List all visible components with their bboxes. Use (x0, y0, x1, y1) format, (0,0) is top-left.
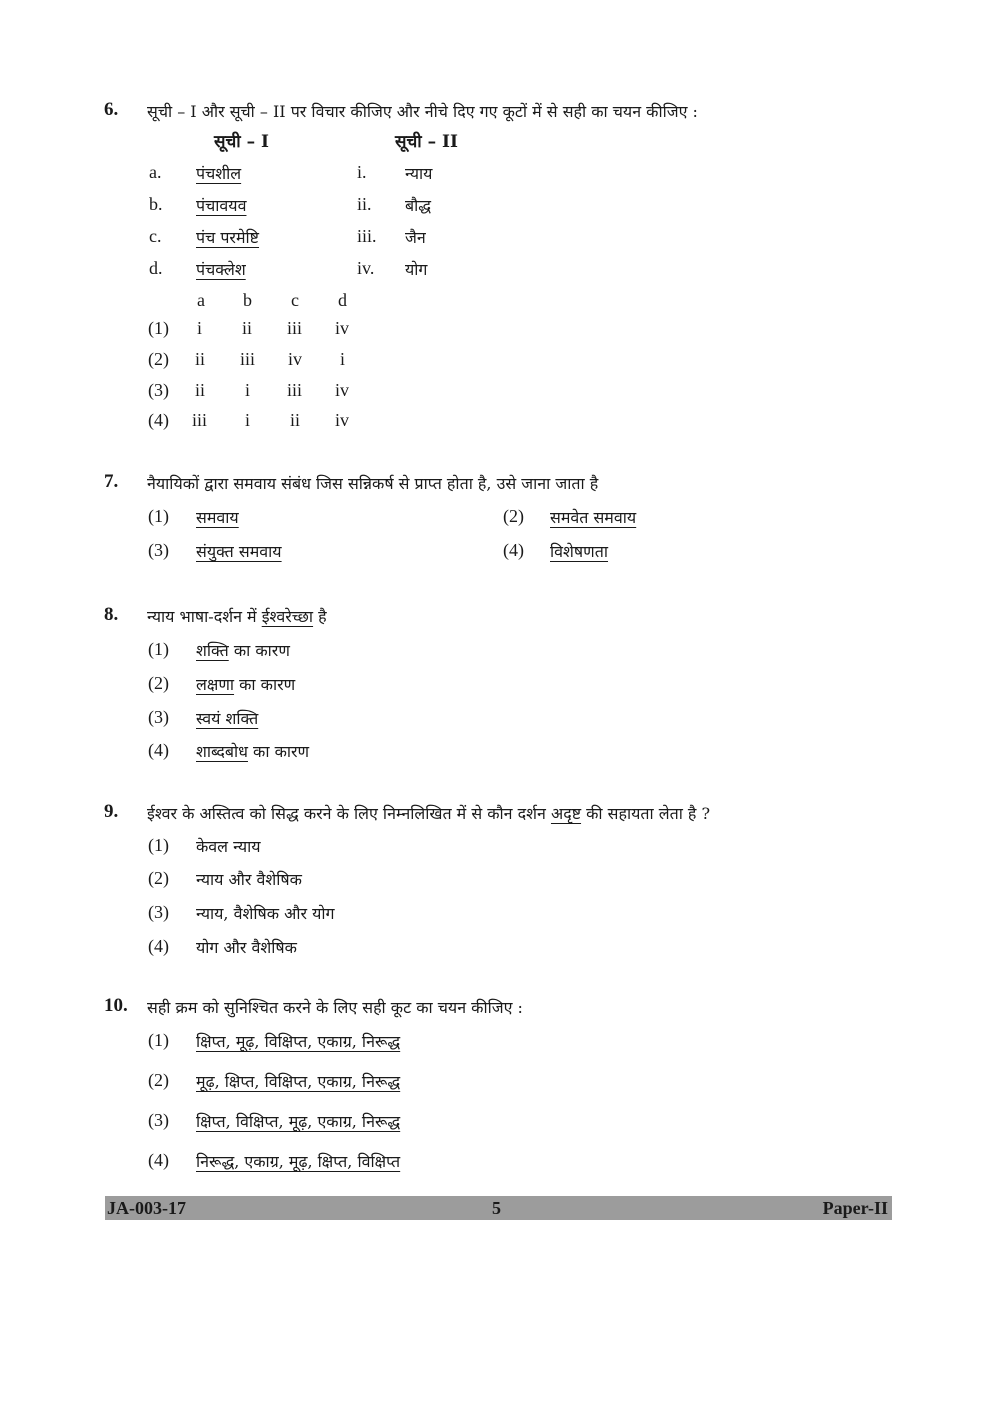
q6-code-cell: iii (287, 380, 303, 400)
q10-option-text[interactable]: मूढ़, क्षिप्त, विक्षिप्त, एकाग्र, निरूद्ध (196, 1072, 401, 1091)
q8-option-label[interactable]: (2) (148, 673, 169, 693)
q6-list2-item: बौद्ध (405, 196, 432, 215)
q8-option-term: शक्ति (196, 641, 229, 660)
page-footer (105, 1196, 892, 1220)
q9-option-text[interactable]: न्याय और वैशेषिक (196, 870, 302, 889)
footer-paper-code: JA-003-17 (107, 1198, 186, 1218)
q10-option-text[interactable]: क्षिप्त, मूढ़, विक्षिप्त, एकाग्र, निरूद्ध (196, 1032, 401, 1051)
footer-paper-label: Paper-II (822, 1198, 888, 1218)
q9-option-label[interactable]: (1) (148, 835, 169, 855)
q8-option-rest: का कारण (234, 675, 296, 694)
q7-number: 7. (104, 471, 119, 492)
q10-option-text[interactable]: क्षिप्त, विक्षिप्त, मूढ़, एकाग्र, निरूद्ध (196, 1112, 401, 1131)
q9-option-text[interactable]: न्याय, वैशेषिक और योग (196, 904, 335, 923)
q6-number: 6. (104, 99, 119, 120)
q7-option-label[interactable]: (3) (148, 540, 169, 560)
q6-list2-header: सूची – II (395, 132, 458, 152)
q8-number: 8. (104, 604, 119, 625)
q9-option-label[interactable]: (3) (148, 902, 169, 922)
q6-list1-marker: d. (149, 258, 163, 278)
q10-option-label[interactable]: (2) (148, 1070, 169, 1090)
q8-text-term: ईश्वरेच्छा (261, 607, 314, 626)
q10-option-label[interactable]: (1) (148, 1030, 169, 1050)
q6-code-col-c: c (291, 290, 299, 310)
q6-code-cell: iv (335, 380, 350, 400)
q6-code-cell: iv (335, 410, 350, 430)
q8-option-term: स्वयं शक्ति (196, 709, 259, 728)
q8-option-label[interactable]: (4) (148, 740, 169, 760)
q6-list1-marker: a. (149, 162, 162, 182)
q8-text (147, 605, 327, 627)
q6-list1-item: पंचशील (196, 164, 242, 183)
q8-option-text[interactable] (196, 707, 258, 729)
q9-option-text[interactable]: योग और वैशेषिक (196, 938, 297, 957)
q7-option-text[interactable]: संयुक्त समवाय (196, 542, 282, 561)
q7-option-label[interactable]: (2) (503, 506, 524, 526)
q9-option-text[interactable]: केवल न्याय (196, 837, 261, 856)
q9-option-label[interactable]: (2) (148, 868, 169, 888)
q6-code-col-d: d (338, 290, 347, 310)
q8-option-label[interactable]: (3) (148, 707, 169, 727)
footer-page-number: 5 (492, 1198, 501, 1218)
q9-option-label[interactable]: (4) (148, 936, 169, 956)
q8-option-term: लक्षणा (196, 675, 235, 694)
q6-option-label[interactable]: (4) (148, 410, 169, 430)
q8-text-before: न्याय भाषा-दर्शन में (147, 607, 262, 626)
q6-list1-marker: c. (149, 226, 162, 246)
q9-text-before: ईश्वर के अस्तित्व को सिद्ध करने के लिए निम्नलिखित में से कौन दर्शन (147, 804, 551, 823)
q10-number: 10. (104, 995, 128, 1016)
q10-text: सही क्रम को सुनिश्चित करने के लिए सही कूट का चयन कीजिए : (147, 998, 523, 1017)
q7-text: नैयायिकों द्वारा समवाय संबंध जिस सन्निकर्ष से प्राप्त होता है, उसे जाना जाता है (147, 474, 599, 493)
q9-text-after: की सहायता लेता है ? (581, 804, 711, 823)
q6-code-cell: iii (192, 410, 208, 430)
q6-code-cell: ii (195, 380, 206, 400)
q7-option-label[interactable]: (4) (503, 540, 524, 560)
q8-option-rest: का कारण (247, 742, 310, 761)
q7-option-label[interactable]: (1) (148, 506, 169, 526)
q8-option-rest: का कारण (228, 641, 290, 660)
q6-list2-item: जैन (405, 228, 426, 247)
q7-option-text[interactable]: समवाय (196, 508, 239, 527)
q9-text (147, 802, 710, 824)
q9-text-term: अदृष्ट (550, 804, 582, 823)
q8-option-text[interactable] (196, 639, 290, 661)
q6-list1-item: पंचावयव (196, 196, 247, 215)
q7-option-text[interactable]: विशेषणता (550, 542, 609, 561)
q6-code-cell: ii (290, 410, 301, 430)
q7-option-text[interactable]: समवेत समवाय (550, 508, 637, 527)
q10-option-label[interactable]: (4) (148, 1150, 169, 1170)
q6-list1-item: पंच परमेष्टि (196, 228, 260, 247)
q6-option-label[interactable]: (3) (148, 380, 169, 400)
q6-code-col-b: b (243, 290, 252, 310)
q6-list2-marker: ii. (357, 194, 372, 214)
q6-code-cell: iii (240, 349, 256, 369)
q6-list1-marker: b. (149, 194, 163, 214)
q6-code-cell: i (197, 318, 203, 338)
q8-option-term: शाब्दबोध (196, 742, 248, 761)
q8-option-text[interactable] (196, 673, 295, 695)
q6-list2-marker: iv. (357, 258, 375, 278)
q10-option-label[interactable]: (3) (148, 1110, 169, 1130)
q8-text-after: है (313, 607, 327, 626)
q6-text: सूची – I और सूची – II पर विचार कीजिए और नीचे दिए गए कूटों में से सही का चयन कीजिए : (147, 102, 698, 121)
q6-code-cell: ii (195, 349, 206, 369)
q10-option-text[interactable]: निरूद्ध, एकाग्र, मूढ़, क्षिप्त, विक्षिप्त (196, 1152, 401, 1171)
q6-option-label[interactable]: (2) (148, 349, 169, 369)
q6-code-cell: ii (242, 318, 253, 338)
q8-option-text[interactable] (196, 740, 309, 762)
q6-option-label[interactable]: (1) (148, 318, 169, 338)
q6-code-cell: iii (287, 318, 303, 338)
q6-code-cell: i (245, 380, 251, 400)
q6-list1-header: सूची – I (214, 132, 269, 152)
q9-number: 9. (104, 801, 119, 822)
q8-option-label[interactable]: (1) (148, 639, 169, 659)
q6-code-cell: iv (335, 318, 350, 338)
q6-list2-item: न्याय (405, 164, 433, 183)
q6-list1-item: पंचक्लेश (196, 260, 246, 279)
q6-code-cell: iv (288, 349, 303, 369)
q6-list2-marker: iii. (357, 226, 377, 246)
q6-list2-item: योग (405, 260, 428, 279)
q6-code-col-a: a (197, 290, 205, 310)
q6-code-cell: i (340, 349, 346, 369)
q6-list2-marker: i. (357, 162, 367, 182)
q6-code-cell: i (245, 410, 251, 430)
